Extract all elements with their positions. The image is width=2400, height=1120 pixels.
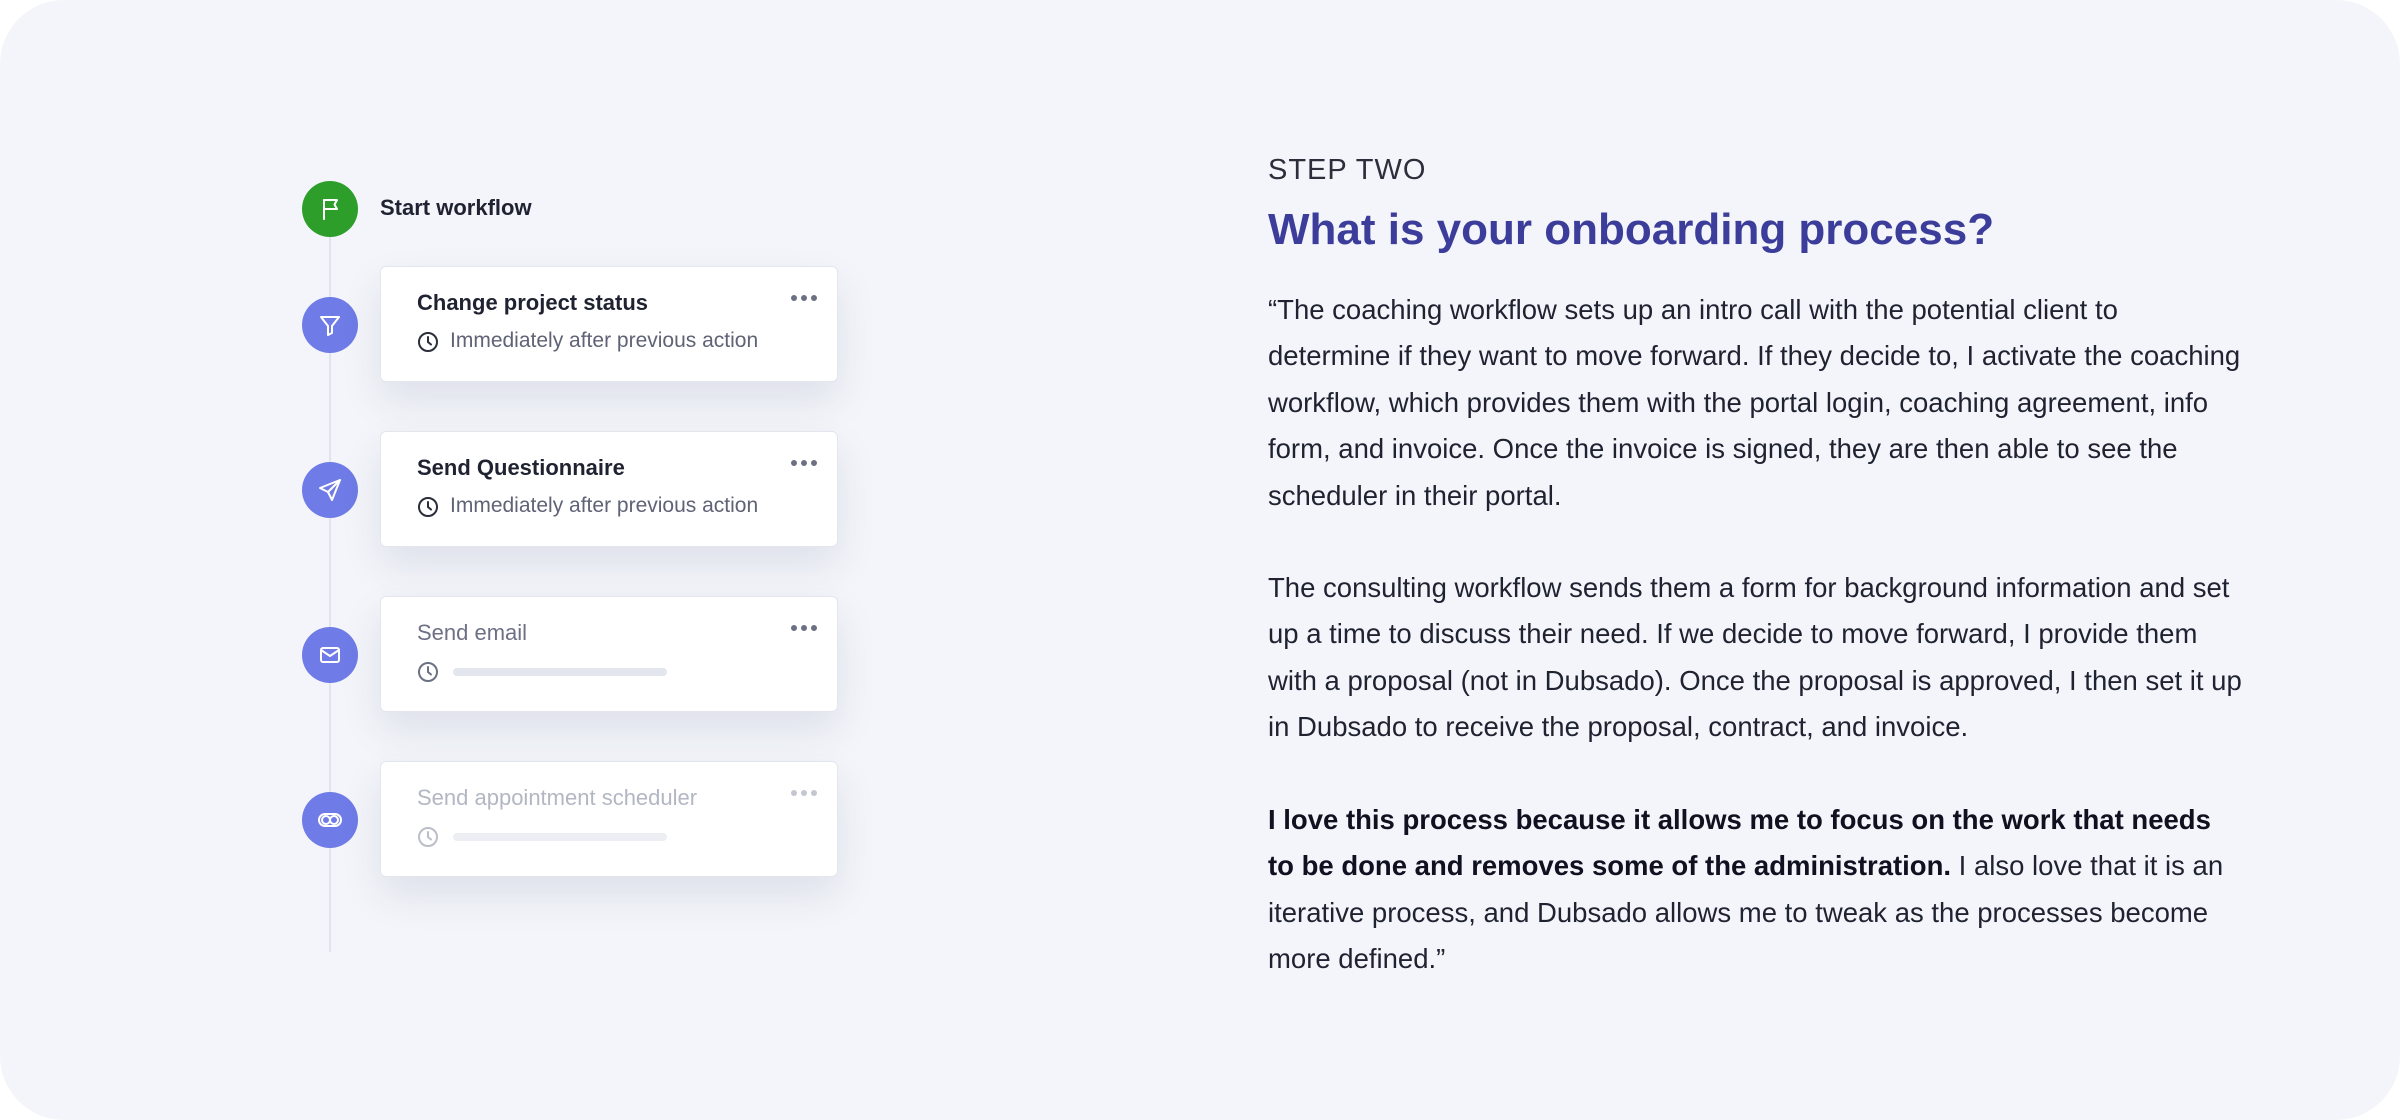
- step-node-send-appointment-scheduler[interactable]: [302, 792, 358, 848]
- testimonial-paragraph-3: [1268, 797, 2244, 983]
- card-timing: Immediately after previous action: [450, 329, 759, 352]
- more-options-icon[interactable]: [791, 458, 817, 468]
- clock-icon: [416, 330, 440, 354]
- testimonial-paragraph-2: The consulting workflow sends them a form for background information and set up a time to discuss their need. If we decide to move forward, I provide them with a proposal (not in Dubsado). Once the proposal is approved, I then set it up in Dubsado to receive the proposal, contract, and invoice.: [1268, 572, 2242, 743]
- workflow-card-send-questionnaire[interactable]: [380, 431, 838, 547]
- card-title: Send email: [417, 620, 528, 645]
- flag-icon: [316, 195, 344, 223]
- testimonial-emphasis: I love this process because it allows me to focus on the work that needs to be done and removes some of the administration.: [1268, 804, 2211, 882]
- placeholder-bar: [453, 668, 667, 676]
- testimonial-paragraph-1: “The coaching workflow sets up an intro call with the potential client to determine if they want to move forward. If they decide to, I activate the coaching workflow, which provides them with the portal login, coaching agreement, info form, and invoice. Once the invoice is signed, they are then able to see the scheduler in their portal.: [1268, 294, 2241, 511]
- card-title: Change project status: [417, 290, 649, 315]
- clock-icon: [416, 495, 440, 519]
- card-title: Send Questionnaire: [417, 455, 625, 480]
- page-heading: What is your onboarding process?: [1268, 205, 1995, 254]
- toggle-icon: [316, 806, 344, 834]
- clock-icon: [416, 660, 440, 684]
- more-options-icon[interactable]: [791, 293, 817, 303]
- placeholder-bar: [453, 833, 667, 841]
- step-node-send-questionnaire[interactable]: [302, 462, 358, 518]
- mail-icon: [316, 641, 344, 669]
- testimonial-paragraph-3-rest: I also love that it is an iterative process, and Dubsado allows me to tweak as the processes become more defined.”: [1268, 850, 2224, 975]
- card-title: Send appointment scheduler: [417, 785, 698, 810]
- send-icon: [316, 476, 344, 504]
- filter-icon: [316, 311, 344, 339]
- workflow-card-send-appointment-scheduler[interactable]: [380, 761, 838, 877]
- step-node-change-project-status[interactable]: [302, 297, 358, 353]
- start-workflow-label: Start workflow: [380, 195, 532, 220]
- more-options-icon[interactable]: [791, 788, 817, 798]
- workflow-card-change-project-status[interactable]: [380, 266, 838, 382]
- workflow-card-send-email[interactable]: [380, 596, 838, 712]
- card-timing: Immediately after previous action: [450, 494, 759, 517]
- clock-icon: [416, 825, 440, 849]
- step-node-send-email[interactable]: [302, 627, 358, 683]
- more-options-icon[interactable]: [791, 623, 817, 633]
- step-label: STEP TWO: [1268, 154, 1427, 186]
- start-workflow-node[interactable]: [302, 181, 358, 237]
